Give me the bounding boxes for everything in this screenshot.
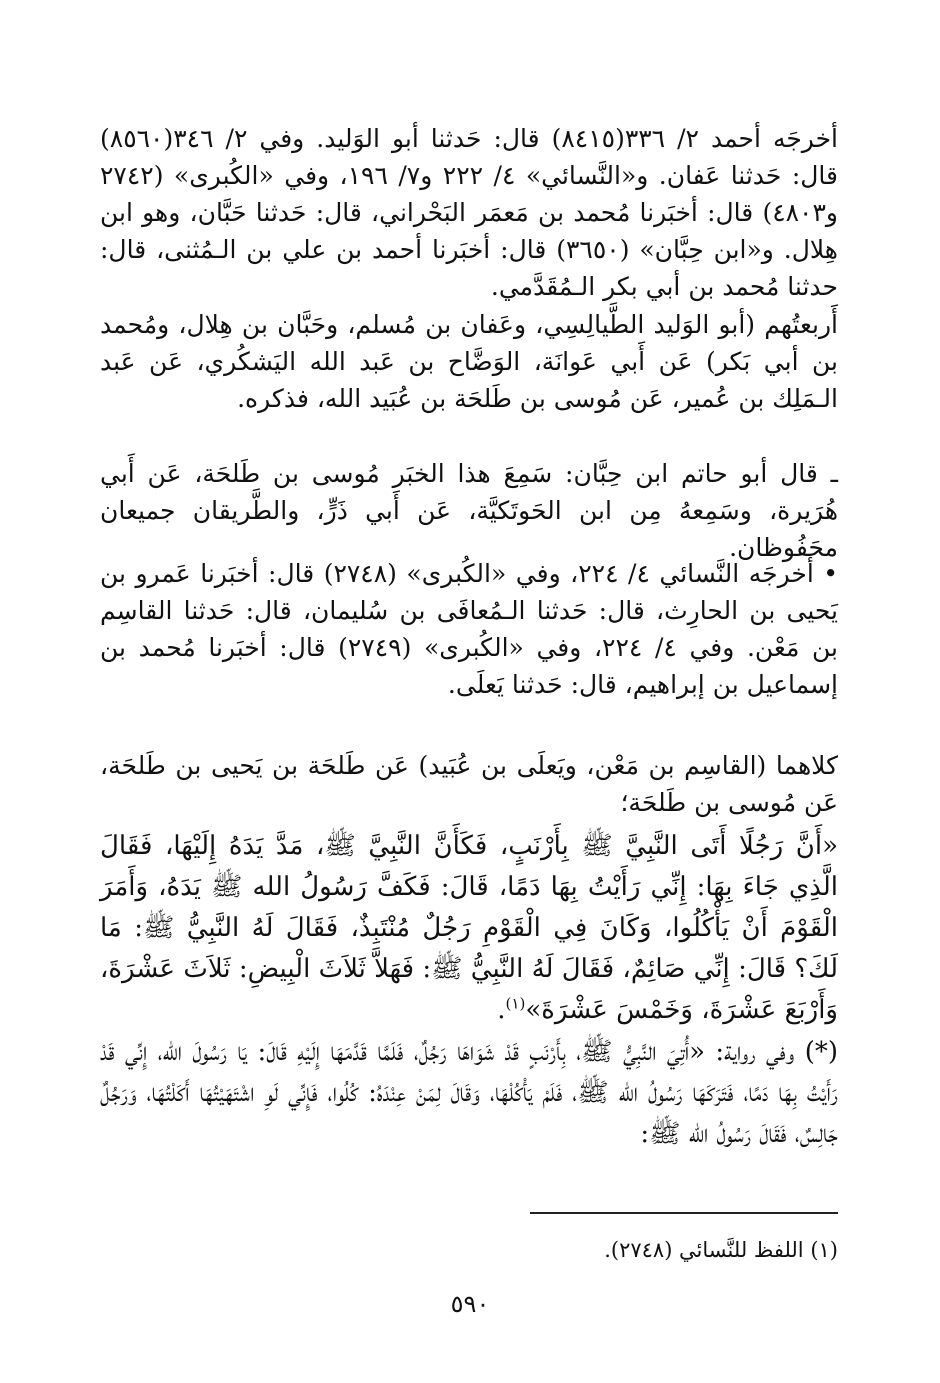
paragraph-takhrij-nasai: • أخرجَه النَّسائي ٤/ ٢٢٤، وفي «الكُبرى» (٢٧٤٨) قال: أخبَرنا عَمرو بن يَحيى بن الحارِث، قال: حَدثنا الـمُعافَى بن سُليمان، قال: حَدثنا القاسِم بن مَعْن. وفي ٤/ ٢٢٤، وفي «الكُبرى» (٢٧٤٩) قال: أخبَرنا مُحمد بن إسماعيل بن إبراهيم، قال: حَدثنا يَعلَى. [100,559,839,699]
page-number: ٥٩٠ [450,1290,490,1318]
hadith-body: «أَنَّ رَجُلًا أَتَى النَّبِيَّ ﷺ بِأَرْنَبٍ، فَكَأَنَّ النَّبِيَّ ﷺ، مَدَّ يَدَهُ إِلَيْهَا، فَقَالَ الَّذِي جَاءَ بِهَا: إِنِّي رَأَيْتُ بِهَا دَمًا، قَالَ: فَكَفَّ رَسُولُ الله ﷺ يَدَهُ، وَأَمَرَ الْقَوْمَ أَنْ يَأْكُلُوا، وَكَانَ فِي الْقَوْمِ رَجُلٌ مُنْتَبِذٌ، فَقَالَ لَهُ النَّبِيُّ ﷺ: مَا لَكَ؟ قَالَ: إِنِّي صَائِمٌ، فَقَالَ لَهُ النَّبِيُّ ﷺ: فَهَلاَّ ثَلاَثَ الْبِيضِ: ثَلاَثَ عَشْرَةَ، وَأَرْبَعَ عَشْرَةَ، وَخَمْسَ عَشْرَةَ» [100,831,838,1025]
paragraph-chain-both: كلاهما (القاسِم بن مَعْن، ويَعلَى بن عُبَيد) عَن طَلحَة بن يَحيى بن طَلحَة، عَن مُوسى بن طَلحَة؛ [100,751,838,817]
hadith-end: . [497,995,506,1025]
footnote-marker[interactable]: (١) [505,994,526,1013]
footnote-divider [530,1212,838,1214]
paragraph-chain-four-narrators: أَربعتُهم (أبو الوَليد الطَّيالِسِي، وعَفان بن مُسلم، وحَبَّان بن هِلال، ومُحمد بن أبي بَكر) عَن أَبي عَوانَة، الوَضَّاح بن عَبد الله اليَشكُري، عَن عَبد الـمَلِك بن عُمير، عَن مُوسى بن طَلحَة بن عُبَيد الله، فذكره. [100,310,838,413]
paragraph-takhrij-ahmad: أخرجَه أحمد ٢/ ٣٣٦(٨٤١٥) قال: حَدثنا أبو الوَليد. وفي ٢/ ٣٤٦(٨٥٦٠) قال: حَدثنا عَفان. و«النَّسائي» ٤/ ٢٢٢ و٧/ ١٩٦، وفي «الكُبرى» (٢٧٤٢ و٤٨٠٣) قال: أخبَرنا مُحمد بن مَعمَر البَحْراني، قال: حَدثنا حَبَّان، وهو ابن هِلال. و«ابن حِبَّان» (٣٦٥٠) قال: أخبَرنا أحمد بن علي بن الـمُثنى، قال: حدثنا مُحمد بن أبي بكر الـمُقَدَّمي. [100,124,838,301]
footnote: (١) اللفظ للنَّسائي (٢٧٤٨). [604,1238,838,1262]
paragraph-ibn-hibban-comment: ـ قال أبو حاتم ابن حِبَّان: سَمِعَ هذا الخبَر مُوسى بن طَلحَة، عَن أَبي هُرَيرة، وسَمِعهُ مِن ابن الحَوتَكيَّة، عَن أَبي ذَرٍّ، والطَّريقان جميعان محَفُوظان. [100,459,838,562]
hadith-text [100,826,838,1031]
hadith-alternate-narration: (*) وفي رواية: «أُتِيَ النَّبِيُّ ﷺ، بِأَرْنَبٍ قَدْ شَوَاهَا رَجُلٌ، فَلَمَّا قَدَّمَهَا إِلَيْهِ قَالَ: يَا رَسُولَ الله، إِنِّي قَدْ رَأَيْتُ بِهَا دَمًا، فَتَرَكَهَا رَسُولُ الله ﷺ، فَلَمْ يَأْكُلْهَا، وَقَالَ لِمَنْ عِنْدَهُ: كُلُوا، فَإِنِّي لَوِ اشْتَهَيْتُهَا أَكَلْتُهَا، وَرَجُلٌ جَالِسٌ، فَقَالَ رَسُولُ الله ﷺ: [100,1037,838,1149]
